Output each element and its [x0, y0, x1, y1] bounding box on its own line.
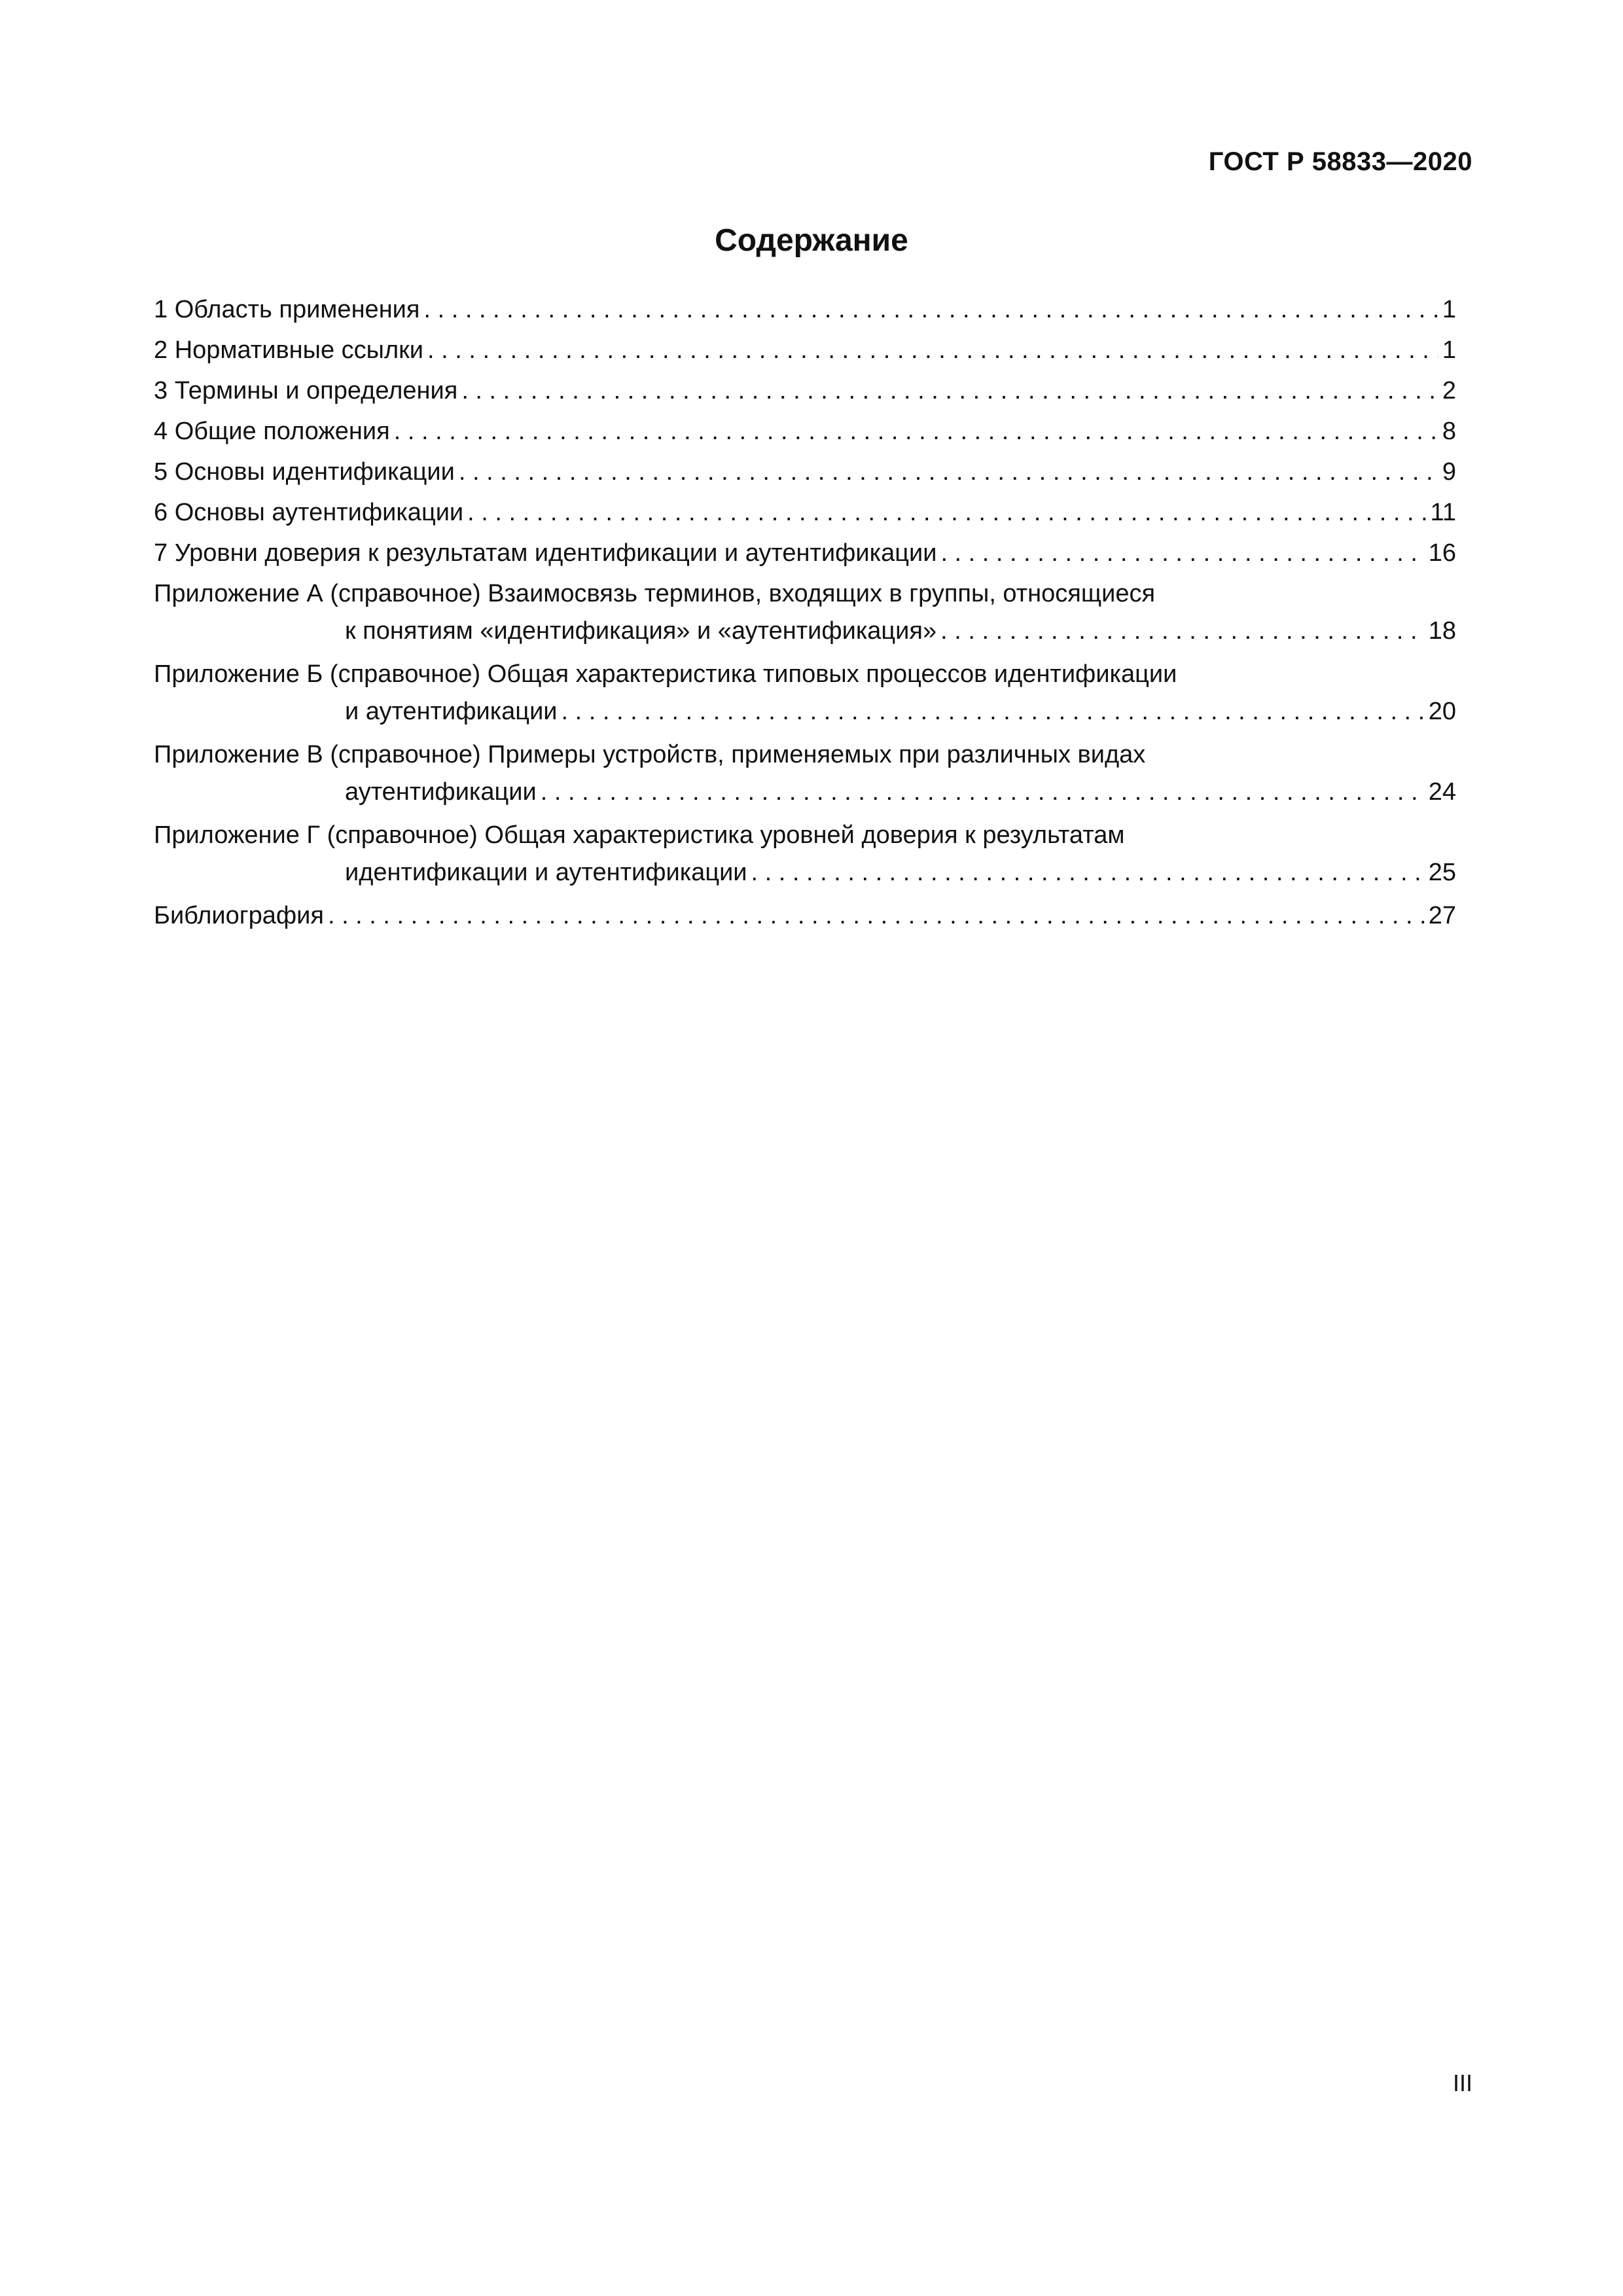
toc-entry-line [154, 656, 1456, 693]
toc-entry-line [154, 372, 1456, 410]
toc-entry-title: 6 Основы аутентификации [154, 499, 464, 526]
document-code: ГОСТ Р 58833—2020 [1208, 147, 1472, 176]
toc-entry-title: 3 Термины и определения [154, 377, 458, 404]
toc-entry-line [154, 736, 1456, 774]
toc-entry[interactable] [154, 332, 1456, 369]
dot-leader [459, 454, 1438, 491]
toc-entry-title: 5 Основы идентификации [154, 458, 455, 486]
dot-leader [461, 372, 1438, 410]
toc-entry[interactable] [154, 413, 1456, 450]
toc-entry-title: 4 Общие положения [154, 418, 390, 445]
toc-entry[interactable] [154, 494, 1456, 531]
toc-entry-title: 1 Область применения [154, 296, 420, 323]
toc-entry-title: 2 Нормативные ссылки [154, 336, 423, 364]
dot-leader [940, 613, 1425, 650]
dot-leader [940, 535, 1424, 572]
toc-entry-title: Приложение А (справочное) Взаимосвязь терминов, входящих в группы, относящиеся [154, 580, 1156, 607]
toc-entry-page: 27 [1428, 902, 1456, 929]
toc-entry-page: 24 [1428, 778, 1456, 806]
toc-entry-page: 1 [1442, 296, 1456, 323]
toc-entry-line [154, 897, 1456, 935]
dot-leader [394, 413, 1438, 450]
toc-entry-line [154, 575, 1456, 613]
dot-leader [423, 291, 1438, 329]
toc-entry[interactable] [154, 454, 1456, 491]
toc-entry[interactable] [154, 291, 1456, 329]
toc-entry[interactable] [154, 656, 1456, 730]
toc-entry-page: 16 [1428, 539, 1456, 567]
toc-entry[interactable] [154, 817, 1456, 891]
toc-entry-title: Библиография [154, 902, 324, 929]
page-number: III [1452, 2070, 1472, 2096]
toc-entry-line [154, 817, 1456, 854]
toc-entry-line [154, 693, 1456, 730]
toc-entry-title: 7 Уровни доверия к результатам идентификации и аутентификации [154, 539, 937, 567]
toc-entry[interactable] [154, 575, 1456, 650]
toc-entry-title: Приложение Г (справочное) Общая характеристика уровней доверия к результатам [154, 821, 1125, 849]
toc-entry-page: 1 [1442, 336, 1456, 364]
toc-entry-line [154, 291, 1456, 329]
toc-entry-line [154, 774, 1456, 811]
toc-entry-page: 2 [1442, 377, 1456, 404]
toc-entry-title: к понятиям «идентификация» и «аутентификация» [345, 617, 937, 645]
toc-entry[interactable] [154, 736, 1456, 811]
toc-entry-line [154, 613, 1456, 650]
toc-title: Содержание [715, 223, 908, 258]
toc-entry-title: Приложение В (справочное) Примеры устройств, применяемых при различных видах [154, 741, 1146, 768]
toc-entry[interactable] [154, 897, 1456, 935]
toc-entry-line [154, 413, 1456, 450]
toc-entry-line [154, 494, 1456, 531]
toc-entry-page: 11 [1430, 499, 1456, 526]
toc-entry-title: аутентификации [345, 778, 537, 806]
dot-leader [467, 494, 1426, 531]
toc-entry-line [154, 454, 1456, 491]
toc-entry-line [154, 854, 1456, 891]
dot-leader [541, 774, 1425, 811]
toc-entry-line [154, 535, 1456, 572]
toc-entry-page: 20 [1428, 698, 1456, 725]
toc-entry-title: идентификации и аутентификации [345, 859, 747, 886]
toc-entry-title: Приложение Б (справочное) Общая характеристика типовых процессов идентификации [154, 660, 1177, 688]
table-of-contents [154, 291, 1456, 938]
dot-leader [751, 854, 1425, 891]
toc-entry-page: 25 [1428, 859, 1456, 886]
toc-entry-title: и аутентификации [345, 698, 558, 725]
toc-entry[interactable] [154, 372, 1456, 410]
toc-entry-page: 18 [1428, 617, 1456, 645]
toc-entry-page: 8 [1442, 418, 1456, 445]
toc-entry-line [154, 332, 1456, 369]
dot-leader [328, 897, 1425, 935]
toc-entry[interactable] [154, 535, 1456, 572]
dot-leader [427, 332, 1438, 369]
dot-leader [562, 693, 1425, 730]
toc-entry-page: 9 [1442, 458, 1456, 486]
